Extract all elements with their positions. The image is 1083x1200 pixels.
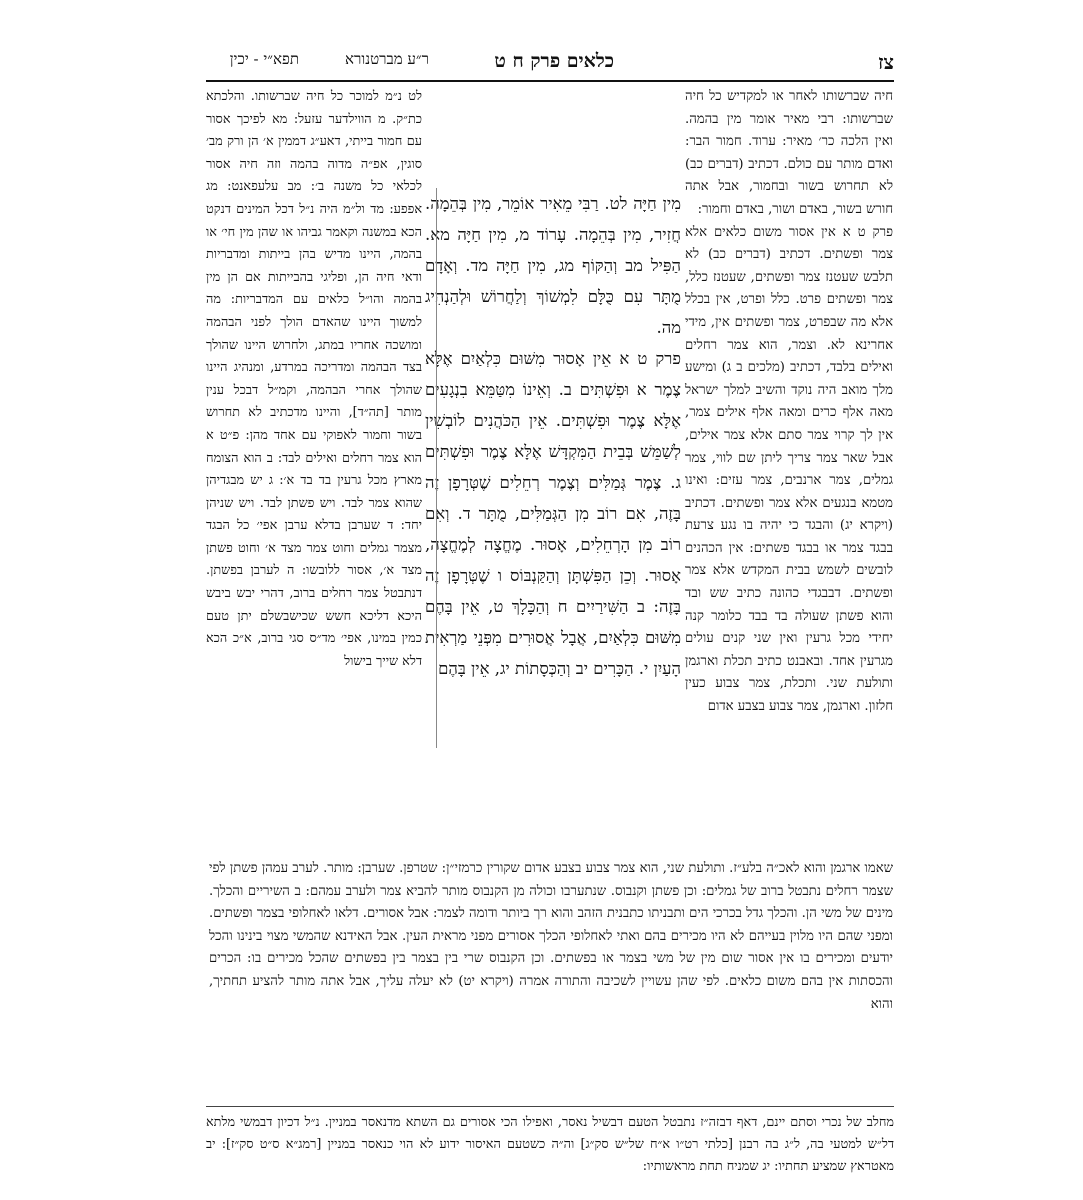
mishna-column: [425, 188, 681, 684]
tiferet-column: [206, 86, 422, 673]
commentary-label-bartenura: ר״ע מברטנורא: [345, 50, 429, 68]
header-rule: [206, 80, 894, 82]
tiferet-left-text: לט נ״מ למוכר כל חיה שברשותו. והלכתא כת״ק. מ הווילדער עזעל: מא לפיכך אסור עם חמור בייתי, דאע״ג דממין א׳ הן ורק מב׳ סוגין, אפ״ה מדוה בהמה וזה חיה אסור לכלאי כל משנה ב׳: מב עלעפאנט: מג אפפע: מד ול״מ היה נ״ל דכל המינים דנקט הכא במשנה וקאמר גביהו או שהן מין חי׳ או בהמה, היינו מדיש בהן בייתות ומדבריות ודאי חיה הן, ופליגי בהבייתות אם הן מין בהמה והו״ל כלאים עם המדבריות: מה למשוך היינו שהאדם הולך לפני הבהמה ומושכה אחריו במתג, ולחרוש היינו שהולך בצד הבהמה ומדריכה במרדע, ומנהיג היינו שהולך אחרי הבהמה, וקמ״ל דבכל ענין מותר [תה״ד], והיינו מדכתיב לא תחרוש בשור וחמור לאפוקי עם אחד מהן: פ״ט א הוא צמר רחלים ואילים לבד: ב הוא הצומח מארץ מכל גרעין בד בד א׳: ג יש מבגדיהן שהוא צמר לבד. ויש פשתן לבד. ויש שניהן יחד: ד שערבן בדלא ערבן אפי׳ כל הבגד מצמר גמלים וחוט צמר מצד א׳ וחוט פשתן מצד א׳, אסור ללובשו: ה לערבן בפשתן. דנתבטל צמר רחלים ברוב, דהרי יבש ביבש היכא דליכא חשש שכישבשלם יתן טעם כמין במינו, אפי׳ מד״ס סגי ברוב, א״כ הכא דלא שייך בישול: [206, 89, 422, 669]
bartenura-top: חיה שברשותו לאחר או למקדיש כל חיה שברשותו: רבי מאיר אומר מין בהמה. ואין הלכה כר׳ מאיר: ערוד. חמור הבר: ואדם מותר עם כולם. דכתיב (דברים כב) לא תחרוש בשור ובחמור, אבל אתה חורש בשור, באדם ושור, באדם וחמור:: [685, 89, 893, 217]
commentary-label-tiferet: תפא״י - יכין: [229, 50, 299, 68]
mishna-intro: מִין חַיָּה לט. רַבִּי מֵאִיר אוֹמֵר, מִין בְּהֵמָה. חֲזִיר, מִין בְּהֵמָה. עָרוֹד מ, מִין חַיָּה מא. הַפִּיל מב וְהַקּוֹף מג, מִין חַיָּה מד. וְאָדָם מֻתָּר עִם כֻּלָּם לִמְשׁוֹךְ וְלַחֲרוֹשׁ וּלְהַנְהִיג מה.: [425, 194, 681, 337]
footer-text: מחלב של נכרי וסתם יינם, דאף דבזה״ז נתבטל הטעם דבשיל נאסר, ואפילו הכי אסורים גם השתא מדנאסר במניין. נ״ל דכיון דבמשי מלתא דל״ש למטעי בה, ל״ג בה רבנן [כלתי רט״ו א״ח של״ש סק״ג] וה״ה כשטעם האיסור ידוע לא הוי כנאסר במניין [רמג״א ס״ט סק״ז]: יב מאטראץ שמציע תחתיו: יג שמניח תחת מראשותיו:: [206, 1115, 894, 1174]
page-number: צז: [877, 50, 894, 74]
column-divider: [436, 188, 437, 748]
footer-rule: [206, 1106, 894, 1107]
bartenura-right-text: פרק ט א אין אסור משום כלאים אלא צמר ופשתים. דכתיב (דברים כב) לא תלבש שעטנז צמר ופשתים, שעטנז כלל, צמר ופשתים פרט. כלל ופרט, אין בכלל אלא מה שבפרט, צמר ופשתים אין, מידי אחרינא לא. וצמר, הוא צמר רחלים ואילים בלבד, דכתיב (מלכים ב ג) ומישע מלך מואב היה נוקד והשיב למלך ישראל מאה אלף כרים ומאה אלף אילים צמר, אין לך קרוי צמר סתם אלא צמר אילים, אבל שאר צמר צריך ליתן שם לווי, צמר גמלים, צמר ארנבים, צמר עזים: ואינו מטמא בנגעים אלא צמר ופשתים. דכתיב (ויקרא יג) והבגד כי יהיה בו נגע צרעת בבגד צמר או בבגד פשתים: אין הכהנים לובשים לשמש בבית המקדש אלא צמר ופשתים. דבבגדי כהונה כתיב שש ובד והוא פשתן שעולה בד בבד כלומר קנה יחידי מכל גרעין ואין שני קנים עולים מגרעין אחד. ובאבנט כתיב תכלת וארגמן ותולעת שני. ותכלת, צמר צבוע כעין חלזון. וארגמן, צמר צבוע בצבע אדום: [685, 224, 893, 715]
mishna-body: פרק ט א אֵין אָסוּר מִשּׁוּם כִּלְאַיִם אֶלָּא צֶמֶר א וּפִשְׁתִּים ב. וְאֵינוֹ מִטַּמֵּא בִנְגָעִים אֶלָּא צֶמֶר וּפִשְׁתִּים. אֵין הַכֹּהֲנִים לוֹבְשִׁין לְשַׁמֵּשׁ בְּבֵית הַמִּקְדָּשׁ אֶלָּא צֶמֶר וּפִשְׁתִּים ג. צֶמֶר גְּמַלִּים וְצֶמֶר רְחֵלִים שֶׁטְּרָפָן זֶה בָּזֶה, אִם רוֹב מִן הַגְּמַלִּים, מֻתָּר ד. וְאִם רוֹב מִן הָרְחֵלִים, אָסוּר. מֶחֱצָה לְמֶחֱצָה, אָסוּר. וְכֵן הַפִּשְׁתָּן וְהַקַּנְבּוֹס ו שֶׁטְּרָפָן זֶה בָּזֶה: ב הַשִּׁירַיִים ח וְהַכָּלָךְ ט, אֵין בָּהֶם מִשּׁוּם כִּלְאַיִם, אֲבָל אֲסוּרִים מִפְּנֵי מַרְאִית הָעַיִן י. הַכָּרִים יב וְהַכְּסָתוֹת יג, אֵין בָּהֶם: [425, 349, 681, 678]
page-title: כלאים פרק ח ט: [494, 50, 614, 72]
page-header: [206, 44, 894, 78]
bartenura-column: [685, 86, 893, 719]
bartenura-wide: שאמו ארגמן והוא לאכ״ה בלע״ז. ותולעת שני, הוא צמר צבוע בצבע אדום שקורין כרמזי״ן: שטרפן. שערבן: מותר. לערב עמהן פשתן לפי שצמר רחלים נתבטל ברוב של גמלים: וכן פשתן וקנבוס. שנתערבו וכולה מן הקנבוס מותר להביא צמר ולערב עמהם: ב השיריים והכלך. מינים של משי הן. והכלך גדל בכרכי הים ותבניתו כתבנית הזהב והוא רך ביותר ודומה לצמר: אבל אסורים. דלאו לאחלופי בצמר ופשתים. ומפני שהם היו מלוין בעייהם לא היו מכירים בהם ואתי לאחלופי הכלך אסורים מפני מראית העין. אבל האידנא שהמשי מצוי בינינו והכל יודעים ומכירים בו אין אסור שום מין של משי בצמר או בפשתים. וכן הקנבוס שרי בין בצמר בין בפשתים שהכל מכירים בו: הכרים והכסתות אין בהם משום כלאים. לפי שהן עשויין לשכיבה והתורה אמרה (ויקרא יט) לא יעלה עליך, אבל אתה מותר להציע תחתיך, והוא: [209, 861, 893, 1012]
